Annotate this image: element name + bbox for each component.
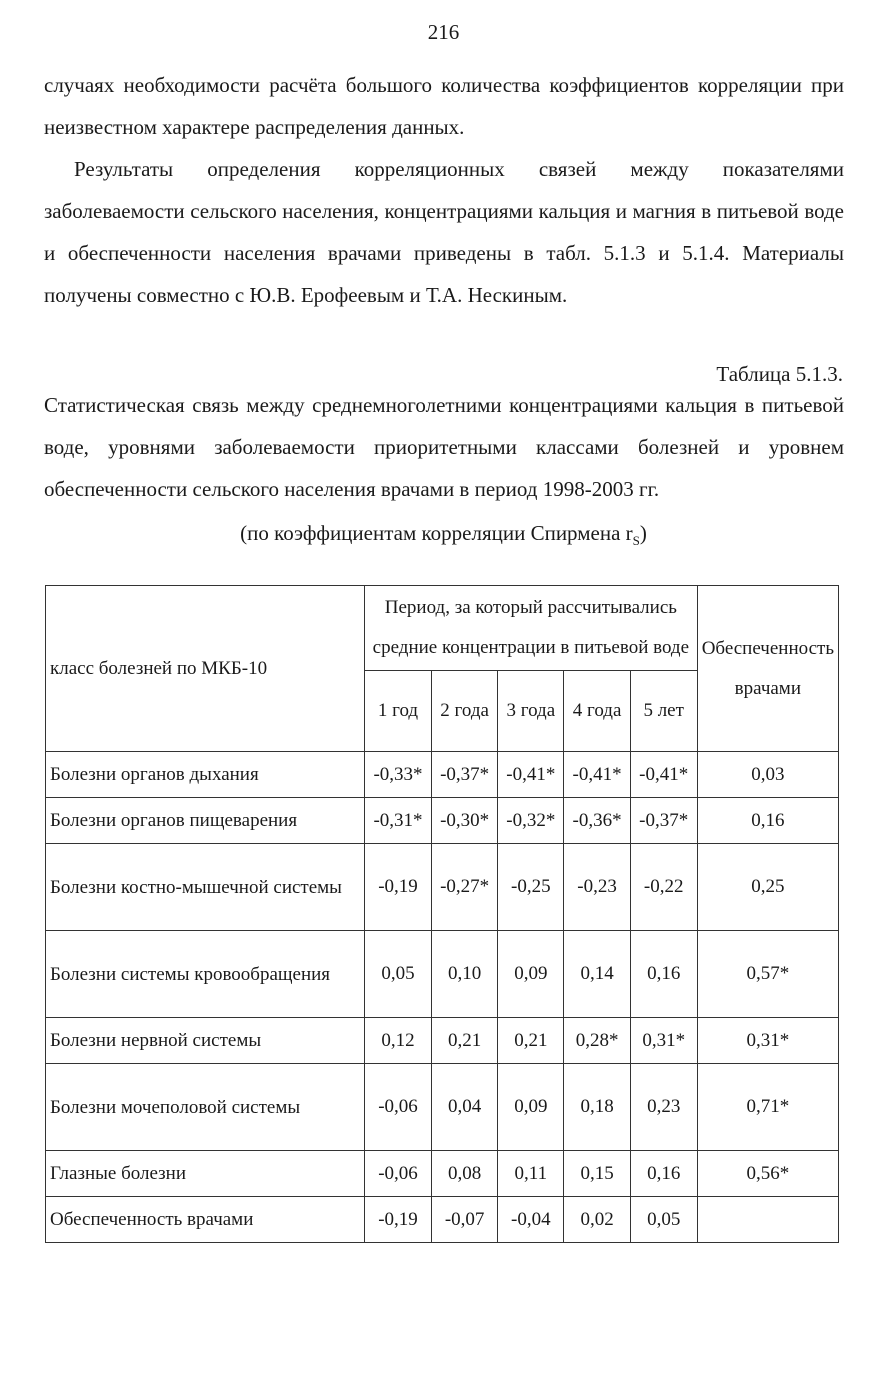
cell-value: 0,05 bbox=[365, 931, 432, 1018]
header-year: 3 года bbox=[498, 671, 564, 752]
table-label: Таблица 5.1.3. bbox=[716, 362, 843, 386]
cell-value: 0,16 bbox=[630, 1151, 697, 1197]
table-row bbox=[46, 1151, 839, 1197]
cell-value: -0,19 bbox=[365, 844, 432, 931]
cell-value: 0,31* bbox=[630, 1018, 697, 1064]
table-row bbox=[46, 1197, 839, 1243]
cell-value: -0,22 bbox=[630, 844, 697, 931]
cell-value: 0,09 bbox=[498, 931, 564, 1018]
cell-value: -0,07 bbox=[432, 1197, 498, 1243]
cell-value: 0,23 bbox=[630, 1064, 697, 1151]
cell-value: -0,19 bbox=[365, 1197, 432, 1243]
cell-value: 0,56* bbox=[697, 1151, 838, 1197]
cell-value: 0,31* bbox=[697, 1018, 838, 1064]
caption-sub-text: (по коэффициентам корреляции Спирмена r bbox=[240, 521, 633, 545]
table-row bbox=[46, 1018, 839, 1064]
table-row bbox=[46, 844, 839, 931]
cell-value: -0,23 bbox=[564, 844, 630, 931]
cell-value: 0,57* bbox=[697, 931, 838, 1018]
row-name: Болезни костно-мышечной системы bbox=[46, 844, 365, 931]
caption-sub-index: S bbox=[632, 533, 640, 549]
row-name: Обеспеченность врачами bbox=[46, 1197, 365, 1243]
cell-value: 0,03 bbox=[697, 752, 838, 798]
row-name: Болезни нервной системы bbox=[46, 1018, 365, 1064]
header-doctor-supply: Обеспеченность врачами bbox=[697, 586, 838, 752]
cell-value: -0,41* bbox=[564, 752, 630, 798]
table-row bbox=[46, 931, 839, 1018]
row-name: Болезни мочеполовой системы bbox=[46, 1064, 365, 1151]
caption-sub-end: ) bbox=[639, 521, 647, 545]
cell-value: 0,18 bbox=[564, 1064, 630, 1151]
cell-value: -0,06 bbox=[365, 1064, 432, 1151]
cell-value: 0,09 bbox=[498, 1064, 564, 1151]
cell-value: 0,28* bbox=[564, 1018, 630, 1064]
cell-value: 0,25 bbox=[697, 844, 838, 931]
table-row bbox=[46, 752, 839, 798]
paragraph-1: случаях необходимости расчёта большого количества коэффициентов корреляции при неизвестном характере распределения данных. bbox=[44, 73, 844, 139]
cell-value: 0,05 bbox=[630, 1197, 697, 1243]
cell-value: -0,33* bbox=[365, 752, 432, 798]
cell-value: 0,12 bbox=[365, 1018, 432, 1064]
row-name: Глазные болезни bbox=[46, 1151, 365, 1197]
page-number: 216 bbox=[427, 20, 460, 44]
header-year: 5 лет bbox=[630, 671, 697, 752]
cell-value bbox=[697, 1197, 838, 1243]
table-caption: Статистическая связь между среднемноголетними концентрациями кальция в питьевой воде, уровнями заболеваемости приоритетными классами болезней и уровнем обеспеченности сельского населения врачами в период 1998-2003 гг. bbox=[44, 393, 844, 501]
cell-value: 0,10 bbox=[432, 931, 498, 1018]
cell-value: -0,30* bbox=[432, 798, 498, 844]
cell-value: -0,37* bbox=[630, 798, 697, 844]
cell-value: 0,02 bbox=[564, 1197, 630, 1243]
header-disease-class: класс болезней по МКБ-10 bbox=[46, 586, 365, 752]
header-year: 2 года bbox=[432, 671, 498, 752]
row-name: Болезни органов пищеварения bbox=[46, 798, 365, 844]
header-year: 4 года bbox=[564, 671, 630, 752]
row-name: Болезни органов дыхания bbox=[46, 752, 365, 798]
header-year: 1 год bbox=[365, 671, 432, 752]
cell-value: -0,41* bbox=[630, 752, 697, 798]
cell-value: 0,14 bbox=[564, 931, 630, 1018]
cell-value: 0,16 bbox=[697, 798, 838, 844]
cell-value: 0,11 bbox=[498, 1151, 564, 1197]
cell-value: -0,04 bbox=[498, 1197, 564, 1243]
cell-value: -0,37* bbox=[432, 752, 498, 798]
table-row bbox=[46, 798, 839, 844]
cell-value: -0,25 bbox=[498, 844, 564, 931]
header-period: Период, за который рассчитывались средние концентрации в питьевой воде bbox=[365, 586, 698, 671]
cell-value: -0,36* bbox=[564, 798, 630, 844]
cell-value: -0,06 bbox=[365, 1151, 432, 1197]
correlation-table bbox=[45, 585, 839, 1243]
cell-value: -0,27* bbox=[432, 844, 498, 931]
cell-value: 0,21 bbox=[432, 1018, 498, 1064]
cell-value: 0,15 bbox=[564, 1151, 630, 1197]
cell-value: 0,71* bbox=[697, 1064, 838, 1151]
cell-value: 0,16 bbox=[630, 931, 697, 1018]
paragraph-2: Результаты определения корреляционных связей между показателями заболеваемости сельского населения, концентрациями кальция и магния в питьевой воде и обеспеченности населения врачами приведены в табл. 5.1.3 и 5.1.4. Материалы получены совместно с Ю.В. Ерофеевым и Т.А. Нескиным. bbox=[44, 157, 844, 307]
row-name: Болезни системы кровообращения bbox=[46, 931, 365, 1018]
cell-value: 0,04 bbox=[432, 1064, 498, 1151]
cell-value: -0,31* bbox=[365, 798, 432, 844]
cell-value: 0,08 bbox=[432, 1151, 498, 1197]
cell-value: -0,41* bbox=[498, 752, 564, 798]
table-row bbox=[46, 1064, 839, 1151]
table-caption-subtitle bbox=[0, 512, 887, 562]
cell-value: 0,21 bbox=[498, 1018, 564, 1064]
cell-value: -0,32* bbox=[498, 798, 564, 844]
